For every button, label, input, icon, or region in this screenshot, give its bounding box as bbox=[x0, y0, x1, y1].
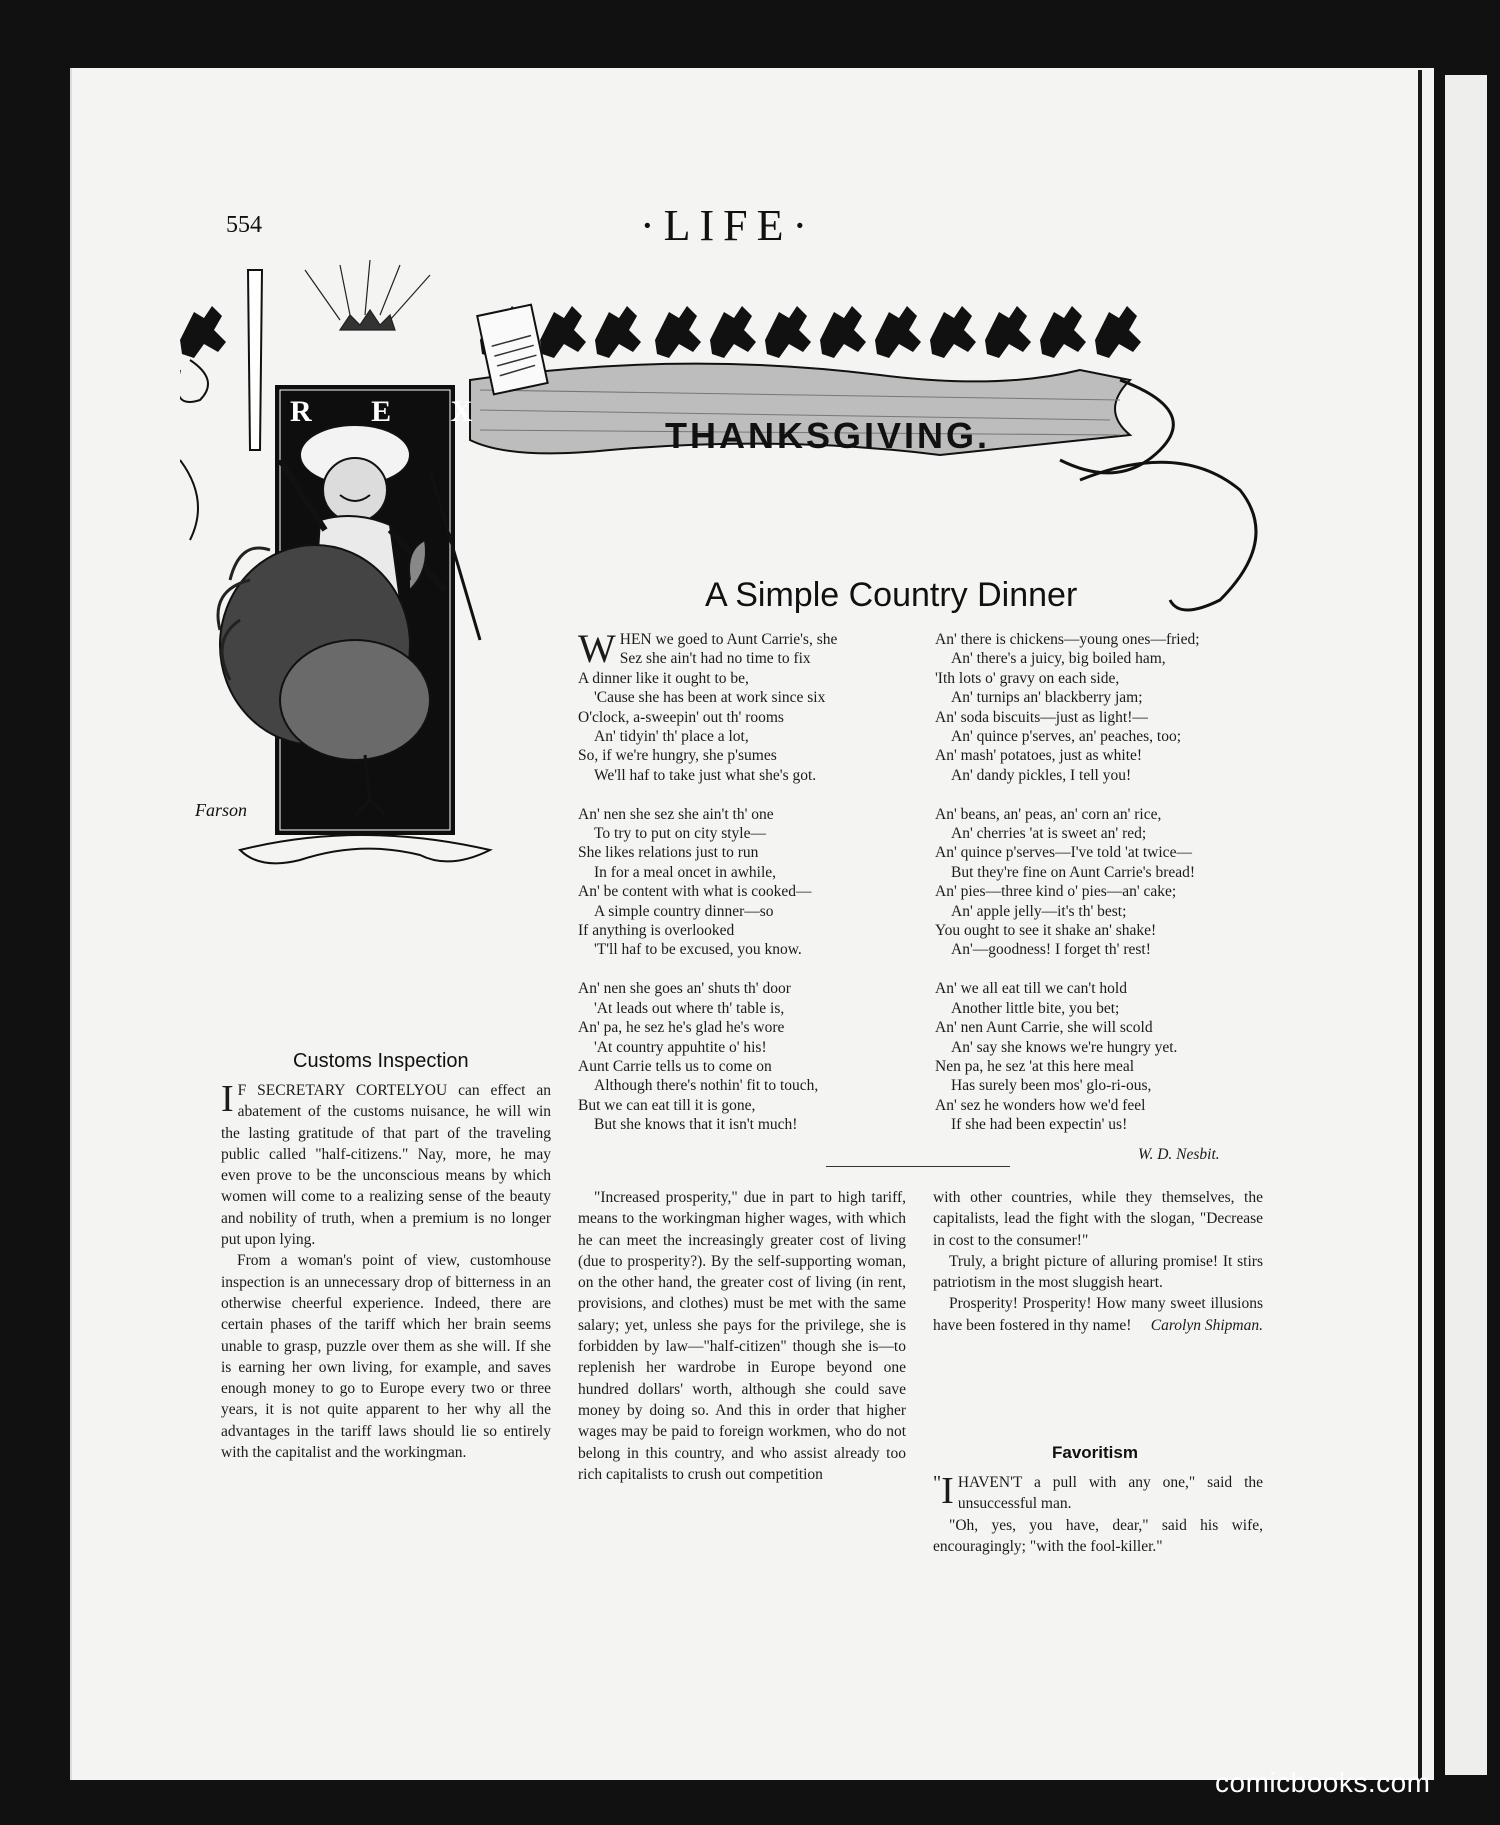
poem-title: A Simple Country Dinner bbox=[705, 576, 1078, 614]
page-number: 554 bbox=[226, 212, 262, 238]
poem-line: An' mash' potatoes, just as white! bbox=[935, 747, 1143, 765]
poem-line: An' we all eat till we can't hold bbox=[935, 980, 1127, 998]
page-gutter bbox=[1418, 70, 1422, 1780]
poem-stanza bbox=[935, 979, 1275, 1134]
poem-line: 'At leads out where th' table is, bbox=[594, 999, 785, 1017]
customs-inspection-title: Customs Inspection bbox=[293, 1050, 469, 1072]
poem-line: An' dandy pickles, I tell you! bbox=[951, 766, 1132, 784]
poem-line: An' there's a juicy, big boiled ham, bbox=[951, 650, 1166, 668]
poem-line: HEN we goed to Aunt Carrie's, she bbox=[619, 631, 838, 648]
customs-paragraph-1-text: F SECRETARY CORTELYOU can effect an abatement of the customs nuisance, he will win the lasting gratitude of that part of the traveling public called "half-citizens." Nay, more, he may even prove to be the unconscious means by which women will come to a realizing sense of the beauty and nobility of truth, when a premium is no longer put upon lying. bbox=[221, 1082, 551, 1249]
poem-line: O'clock, a-sweepin' out th' rooms bbox=[578, 708, 784, 726]
favoritism-column bbox=[933, 1472, 1263, 1557]
customs-column-1 bbox=[221, 1080, 551, 1463]
customs-paragraph-6-text: Prosperity! Prosperity! How many sweet illusions have been fostered in thy name! bbox=[933, 1295, 1263, 1334]
customs-paragraph-3: "Increased prosperity," due in part to high tariff, means to the workingman higher wages, with which he can meet the increasingly greater cost of living (due to prosperity?). By the self-supporting woman, on the other hand, the greater cost of living (in rent, provisions, and clothes) must be met with the same salary; yet, unless she pays for the privilege, she is forbidden by law—"half-citizen" though she is—to replenish her wardrobe in Europe beyond one hundred dollars' worth, although she could save money by doing so. And this in order that higher wages may be paid to foreign workmen, who do not belong in this country, and who assist already too rich capitalists to crush out competition bbox=[578, 1189, 906, 1483]
poem-line: Although there's nothin' fit to touch, bbox=[594, 1077, 819, 1095]
poem-line: Another little bite, you bet; bbox=[951, 999, 1120, 1017]
customs-column-2 bbox=[578, 1187, 906, 1485]
poem-line: An' apple jelly—it's th' best; bbox=[951, 902, 1127, 920]
customs-drop-cap: I bbox=[221, 1078, 234, 1120]
poem-line: An' soda biscuits—just as light!— bbox=[935, 708, 1148, 726]
poem-column-2 bbox=[935, 630, 1275, 1154]
poem-line: You ought to see it shake an' shake! bbox=[935, 922, 1157, 940]
poem-line: An' turnips an' blackberry jam; bbox=[951, 689, 1143, 707]
poem-line: An' nen she goes an' shuts th' door bbox=[578, 980, 791, 998]
favoritism-paragraph-1-text: HAVEN'T a pull with any one," said the unsuccessful man. bbox=[957, 1474, 1263, 1513]
section-divider bbox=[826, 1166, 1010, 1167]
artist-signature: Farson bbox=[195, 800, 248, 820]
favoritism-title: Favoritism bbox=[1052, 1443, 1138, 1462]
poem-line: An' sez he wonders how we'd feel bbox=[935, 1096, 1146, 1114]
masthead: ·LIFE· bbox=[640, 201, 817, 250]
customs-paragraph-4: with other countries, while they themselves, the capitalists, lead the fight with the slogan, "Decrease in cost to the consumer!" bbox=[933, 1189, 1263, 1249]
customs-paragraph-6 bbox=[933, 1293, 1263, 1336]
poem-stanza bbox=[578, 626, 888, 785]
poem-line: An' beans, an' peas, an' corn an' rice, bbox=[935, 805, 1162, 823]
poem-stanza bbox=[578, 979, 888, 1134]
poem-stanza bbox=[935, 630, 1275, 785]
poem-line: Sez she ain't had no time to fix bbox=[619, 650, 811, 668]
poem-line: A dinner like it ought to be, bbox=[578, 669, 749, 687]
poem-line: If anything is overlooked bbox=[578, 922, 735, 940]
poem-stanza bbox=[935, 805, 1275, 960]
author-signature: Carolyn Shipman. bbox=[1150, 1316, 1263, 1334]
thanksgiving-banner-title: THANKSGIVING. bbox=[665, 415, 991, 456]
poem-line: Nen pa, he sez 'at this here meal bbox=[935, 1057, 1135, 1075]
poem-line: Has surely been mos' glo-ri-ous, bbox=[951, 1077, 1152, 1095]
poem-line: 'T'll haf to be excused, you know. bbox=[594, 941, 802, 959]
scroll-ornament bbox=[240, 835, 490, 863]
rex-label: R E X bbox=[290, 395, 499, 428]
favoritism-paragraph-2: "Oh, yes, you have, dear," said his wife, encouragingly; "with the fool-killer." bbox=[933, 1516, 1263, 1555]
favoritism-paragraph-1 bbox=[933, 1472, 1263, 1515]
poem-line: But she knows that it isn't much! bbox=[594, 1116, 798, 1134]
ornamental-figure-row bbox=[180, 306, 1141, 358]
poem-column-1 bbox=[578, 626, 888, 1154]
poem-line: An' say she knows we're hungry yet. bbox=[951, 1038, 1178, 1056]
poem-author: W. D. Nesbit. bbox=[1138, 1146, 1220, 1163]
poem-line: To try to put on city style— bbox=[594, 825, 766, 843]
poem-line: But they're fine on Aunt Carrie's bread! bbox=[951, 863, 1196, 881]
poem-line: An' quince p'serves—I've told 'at twice— bbox=[935, 844, 1192, 862]
poem-line: We'll haf to take just what she's got. bbox=[594, 766, 817, 784]
poem-line: An' pa, he sez he's glad he's wore bbox=[578, 1019, 785, 1037]
poem-line: Aunt Carrie tells us to come on bbox=[578, 1057, 772, 1075]
crown-sunburst bbox=[305, 260, 430, 330]
adjacent-page-edge bbox=[1445, 75, 1487, 1775]
poem-line: An' nen she sez she ain't th' one bbox=[578, 805, 774, 823]
poem-line: If she had been expectin' us! bbox=[951, 1116, 1128, 1134]
poem-line: An' nen Aunt Carrie, she will scold bbox=[935, 1019, 1153, 1037]
poem-line: A simple country dinner—so bbox=[594, 902, 774, 920]
favoritism-drop-cap: I bbox=[941, 1470, 954, 1512]
poem-stanza bbox=[578, 805, 888, 960]
poem-line: 'Ith lots o' gravy on each side, bbox=[935, 669, 1120, 687]
poem-line: An' cherries 'at is sweet an' red; bbox=[951, 825, 1147, 843]
poem-line: So, if we're hungry, she p'sumes bbox=[578, 747, 777, 765]
customs-paragraph-5: Truly, a bright picture of alluring promise! It stirs patriotism in the most sluggish heart. bbox=[933, 1252, 1263, 1292]
customs-column-3 bbox=[933, 1187, 1263, 1336]
poem-line: 'At country appuhtite o' his! bbox=[594, 1038, 767, 1056]
poem-line: An' pies—three kind o' pies—an' cake; bbox=[935, 883, 1177, 901]
customs-paragraph-1 bbox=[221, 1080, 551, 1250]
poem-line: An' tidyin' th' place a lot, bbox=[594, 728, 749, 746]
poem-line: 'Cause she has been at work since six bbox=[594, 689, 826, 707]
poem-line: An' be content with what is cooked— bbox=[578, 883, 812, 901]
poem-line: She likes relations just to run bbox=[578, 844, 759, 862]
poem-line: But we can eat till it is gone, bbox=[578, 1096, 756, 1114]
customs-paragraph-2: From a woman's point of view, customhouse inspection is an unnecessary drop of bitterness in an otherwise cheerful experience. Indeed, there are certain phases of the tariff which her brain seems unable to grasp, puzzle over them as she will. If she is earning her own living, for example, and saves enough money to go to Europe every two or three years, it is not quite apparent to her why all the advantages in the tariff laws should lie so entirely with the capitalist and the workingman. bbox=[221, 1252, 551, 1462]
poem-line: In for a meal oncet in awhile, bbox=[594, 863, 777, 881]
favoritism-open-quote: " bbox=[933, 1472, 942, 1494]
poem-line: An' there is chickens—young ones—fried; bbox=[935, 631, 1200, 648]
poem-line: An'—goodness! I forget th' rest! bbox=[951, 941, 1151, 959]
poem-drop-cap: W bbox=[578, 626, 616, 671]
poem-line: An' quince p'serves, an' peaches, too; bbox=[951, 728, 1182, 746]
watermark: comicbooks.com bbox=[1215, 1767, 1431, 1798]
